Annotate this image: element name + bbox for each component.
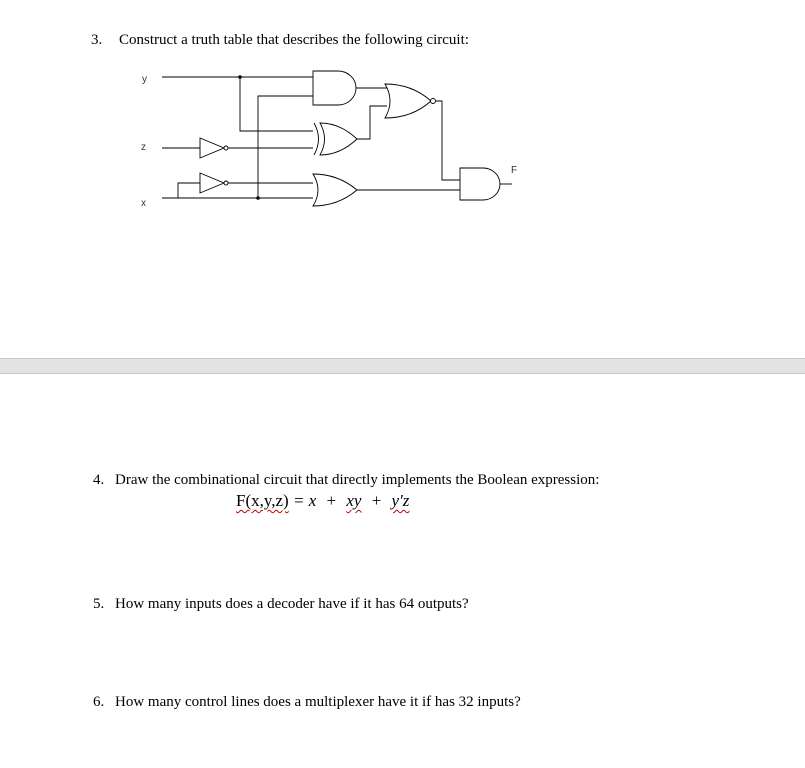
question-4-number: 4.: [93, 472, 105, 488]
question-5-number: 5.: [93, 596, 105, 612]
expression-term-yprime-z: y′z: [391, 491, 410, 510]
question-5: [93, 595, 469, 613]
question-6-number: 6.: [93, 694, 105, 710]
question-3-text: Construct a truth table that describes the following circuit:: [119, 32, 469, 48]
input-label-z: z: [141, 142, 146, 153]
expression-plus-1: +: [326, 491, 337, 510]
logic-circuit-diagram: [0, 0, 805, 230]
not-gate-z-bubble: [224, 146, 228, 150]
page-divider: [0, 358, 805, 374]
boolean-expression: [236, 491, 409, 511]
question-4-text: Draw the combinational circuit that directly implements the Boolean expression:: [115, 472, 600, 488]
question-3-number: 3.: [91, 32, 103, 48]
expression-equals-x: = x: [292, 491, 317, 510]
question-4: [93, 471, 599, 489]
question-6: [93, 693, 521, 711]
and-gate-1: [313, 71, 356, 105]
question-5-text: How many inputs does a decoder have if it has 64 outputs?: [115, 596, 469, 612]
xor-gate: [320, 123, 357, 155]
or-gate: [313, 174, 357, 206]
expression-lhs: F(x,y,z): [236, 491, 289, 510]
input-label-x: x: [141, 198, 146, 209]
nor-gate-bubble: [431, 99, 436, 104]
not-gate-z: [200, 138, 224, 158]
nor-gate: [385, 84, 431, 118]
not-gate-x: [200, 173, 224, 193]
output-label-f: F: [511, 165, 518, 176]
expression-plus-2: +: [371, 491, 382, 510]
and-gate-final: [460, 168, 500, 200]
question-6-text: How many control lines does a multiplexer have it if has 32 inputs?: [115, 694, 521, 710]
expression-term-xy: xy: [346, 491, 362, 510]
not-gate-x-bubble: [224, 181, 228, 185]
input-label-y: y: [142, 74, 147, 85]
